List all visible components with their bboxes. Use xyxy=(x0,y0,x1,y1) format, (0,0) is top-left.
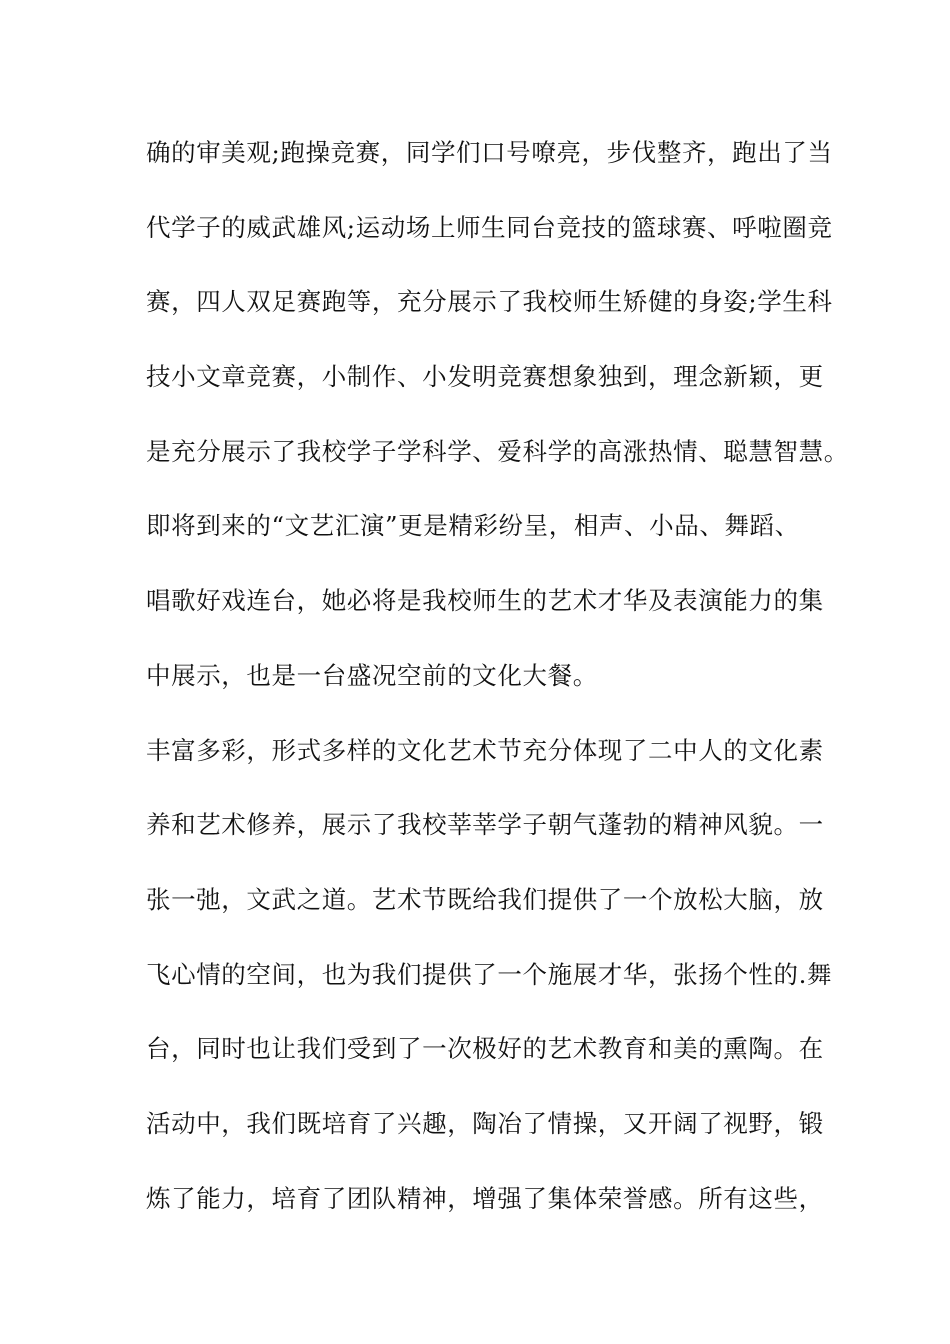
text-line: 确的审美观;跑操竞赛，同学们口号嘹亮，步伐整齐，跑出了当 xyxy=(146,138,833,167)
text-line: 唱歌好戏连台，她必将是我校师生的艺术才华及表演能力的集 xyxy=(146,586,824,616)
text-line: 丰富多彩，形式多样的文化艺术节充分体现了二中人的文化素 xyxy=(146,735,824,765)
text-line: 炼了能力，培育了团队精神，增强了集体荣誉感。所有这些， xyxy=(146,1183,824,1213)
text-line: 养和艺术修养，展示了我校莘莘学子朝气蓬勃的精神风貌。一 xyxy=(146,810,824,840)
text-line: 代学子的威武雄风;运动场上师生同台竞技的篮球赛、呼啦圈竞 xyxy=(146,212,833,242)
text-line: 是充分展示了我校学子学科学、爱科学的高涨热情、聪慧智慧。 xyxy=(146,436,849,466)
text-line: 技小文章竞赛，小制作、小发明竞赛想象独到，理念新颖，更 xyxy=(146,362,824,392)
body-text xyxy=(146,130,849,1250)
text-line: 中展示，也是一台盛况空前的文化大餐。 xyxy=(146,660,598,690)
text-line: 张一弛，文武之道。艺术节既给我们提供了一个放松大脑，放 xyxy=(146,884,824,914)
text-line: 即将到来的“文艺汇演”更是精彩纷呈，相声、小品、舞蹈、 xyxy=(146,511,800,541)
text-line: 赛，四人双足赛跑等，充分展示了我校师生矫健的身姿;学生科 xyxy=(146,287,833,317)
text-line: 活动中，我们既培育了兴趣，陶冶了情操，又开阔了视野，锻 xyxy=(146,1108,824,1138)
text-line: 飞心情的空间，也为我们提供了一个施展才华，张扬个性的.舞 xyxy=(146,959,833,989)
text-line: 台，同时也让我们受到了一次极好的艺术教育和美的熏陶。在 xyxy=(146,1034,824,1064)
